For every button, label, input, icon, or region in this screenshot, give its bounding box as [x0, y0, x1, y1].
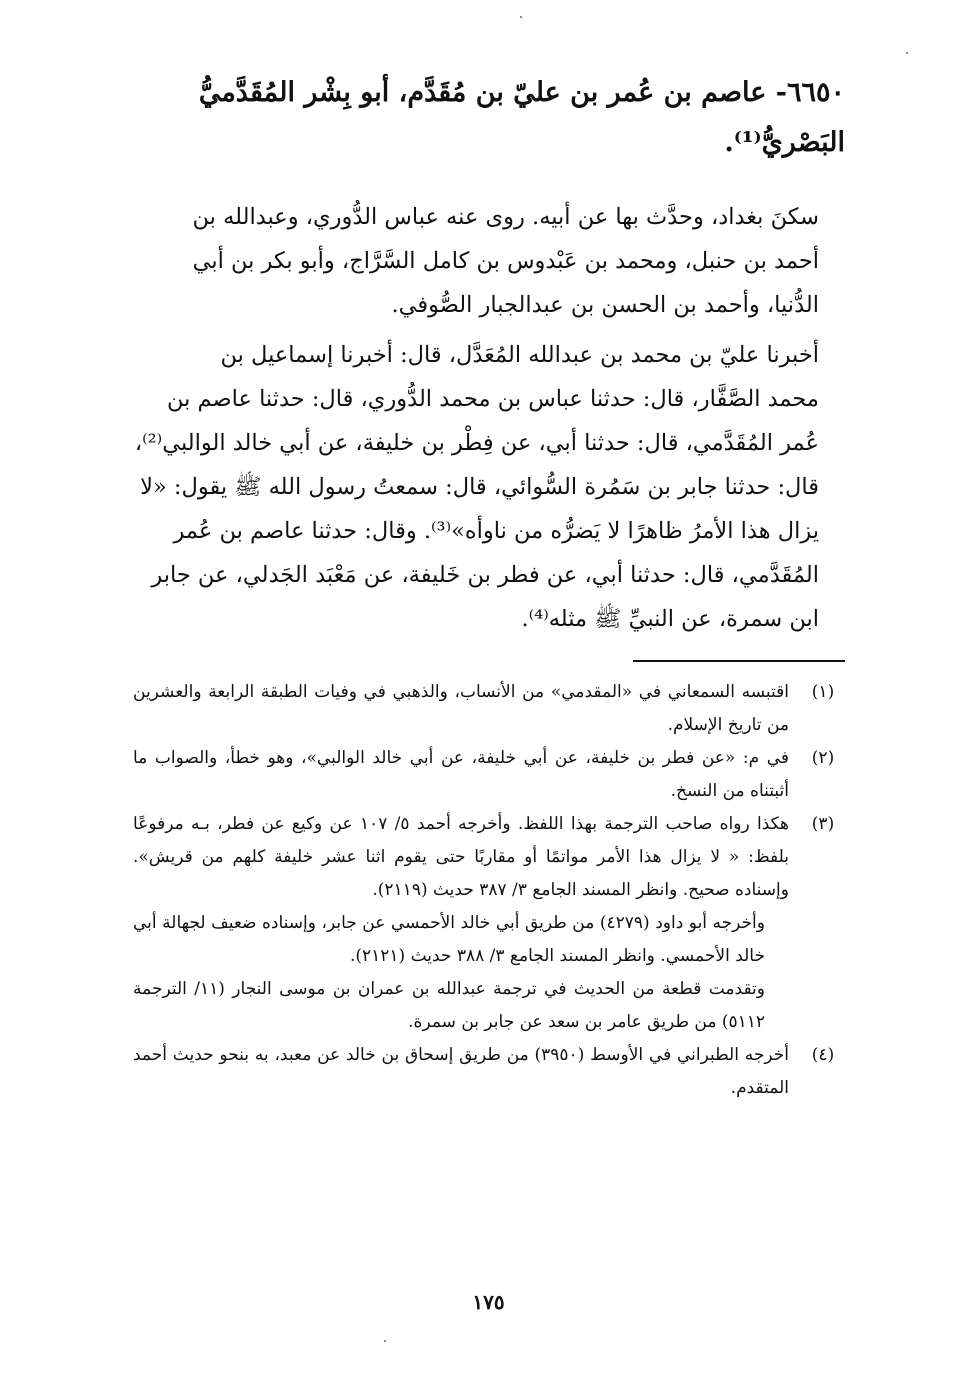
footnote-text: في م: «عن فطر بن خليفة، عن أبي خليفة، عن أبي خالد الوالبي»، وهو خطأ، والصواب ما أثبتناه من النسخ. [133, 748, 789, 801]
footnote-text: وأخرجه أبو داود (٤٢٧٩) من طريق أبي خالد الأحمسي عن جابر، وإسناده ضعيف لجهالة أبي خالد الأحمسي. وانظر المسند الجامع ٣/ ٣٨٨ حديث (٢١٢١). [133, 913, 765, 966]
footnote-text: هكذا رواه صاحب الترجمة بهذا اللفظ. وأخرجه أحمد ٥/ ١٠٧ عن وكيع عن فطر، بـه مرفوعًا بلفظ: « لا يزال هذا الأمر مواتمًا أو مقاربًا حتى يقوم اثنا عشر خليفة كلهم من قريش». وإسناده صحيح. وانظر المسند الجامع ٣/ ٣٨٧ حديث (٢١١٩). [133, 814, 789, 900]
footnote-2 [133, 742, 845, 808]
scan-speck [520, 16, 522, 18]
paragraph-biography [133, 195, 845, 327]
text-line: المُقَدَّمي، قال: حدثنا أبي، عن فطر بن خَليفة، عن مَعْبَد الجَدلي، عن جابر [151, 562, 819, 588]
text-line: قال: حدثنا جابر بن سَمُرة السُّوائي، قال: سمعتُ رسول الله ﷺ يقول: «لا [140, 474, 819, 500]
text-line: سكنَ بغداد، وحدَّث بها عن أبيه. روى عنه عباس الدُّوري، وعبدالله بن [192, 204, 819, 230]
text-line: محمد الصَّفَّار، قال: حدثنا عباس بن محمد الدُّوري، قال: حدثنا عاصم بن [167, 386, 819, 412]
page-number: ١٧٥ [472, 1290, 505, 1314]
paragraph-hadith [133, 333, 845, 641]
entry-heading-line-1: ٦٦٥٠- عاصم بن عُمر بن عليّ بن مُقَدَّم، أبو بِشْر المُقَدَّميُّ [198, 77, 845, 108]
footnote-number: (١) [811, 682, 835, 702]
footnote-divider [633, 660, 845, 662]
text-line: أخبرنا عليّ بن محمد بن عبدالله المُعَدَّل، قال: أخبرنا إسماعيل بن [220, 342, 819, 368]
footnote-number: (٤) [811, 1045, 835, 1065]
scan-speck [906, 52, 908, 54]
footnote-text: وتقدمت قطعة من الحديث في ترجمة عبدالله بن عمران بن موسى النجار (١١/ الترجمة ٥١١٢) من طريق عامر بن سعد عن جابر بن سمرة. [133, 979, 765, 1032]
text-line: الدُّنيا، وأحمد بن الحسن بن عبدالجبار الصُّوفي. [391, 292, 819, 318]
footnote-text: أخرجه الطبراني في الأوسط (٣٩٥٠) من طريق إسحاق بن خالد عن معبد، به بنحو حديث أحمد المتقدم. [133, 1045, 789, 1098]
main-text [133, 195, 845, 641]
text-line: يزال هذا الأمرُ ظاهرًا لا يَضرُّه من ناوأه»⁽³⁾. وقال: حدثنا عاصم بن عُمر [173, 518, 819, 544]
footnote-number: (٣) [811, 814, 835, 834]
text-line: ابن سمرة، عن النبيِّ ﷺ مثله⁽⁴⁾. [521, 606, 819, 632]
entry-heading-line-2: البَصْريُّ⁽¹⁾. [724, 127, 845, 158]
text-line: أحمد بن حنبل، ومحمد بن عَبْدوس بن كامل السَّرَّاج، وأبو بكر بن أبي [192, 248, 819, 274]
text-line: عُمر المُقَدَّمي، قال: حدثنا أبي، عن فِطْر بن خليفة، عن أبي خالد الوالبي⁽²⁾، [134, 430, 819, 456]
footnotes [133, 676, 845, 1105]
footnote-1 [133, 676, 845, 742]
footnote-text: اقتبسه السمعاني في «المقدمي» من الأنساب، والذهبي في وفيات الطبقة الرابعة والعشرين من تاريخ الإسلام. [133, 682, 789, 735]
footnote-4 [133, 1039, 845, 1105]
footnote-3 [133, 808, 845, 1039]
scan-speck [384, 1340, 386, 1342]
footnote-number: (٢) [811, 748, 835, 768]
entry-heading [133, 68, 845, 168]
